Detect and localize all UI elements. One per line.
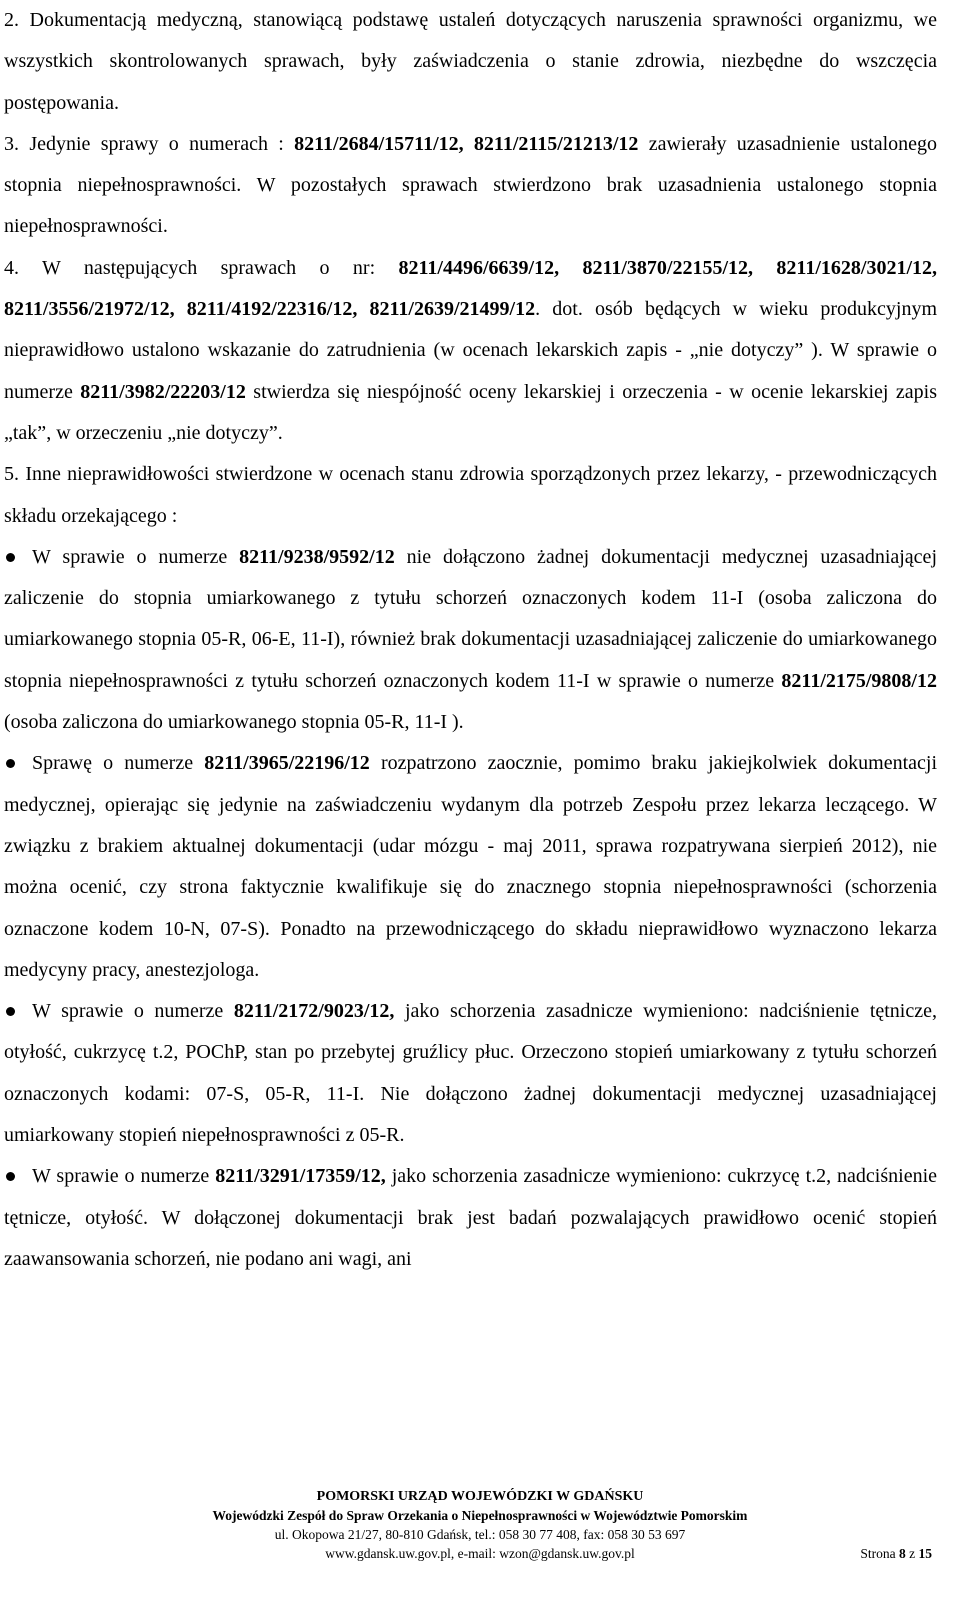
list-item [4, 537, 937, 743]
footer-office-name: POMORSKI URZĄD WOJEWÓDZKI W GDAŃSKU [316, 1489, 644, 1504]
paragraph-4-text-cont: . dot. osób będących w wieku produkcyjnym nieprawidłowo ustalono wskazanie do zatrudnienia (w ocenach lekarskich zapis - „nie dotyczy” ). W sprawie o numerze [4, 298, 937, 403]
list-item [4, 991, 937, 1156]
footer-address: ul. Okopowa 21/27, 80-810 Gdańsk, tel.: 058 30 77 408, fax: 058 30 53 697 [274, 1527, 686, 1542]
page-sep: z [909, 1546, 916, 1561]
paragraph-3 [4, 124, 937, 248]
paragraph-4-text: 4. W następujących sprawach o nr: [4, 256, 399, 279]
case-number: 8211/2172/9023/12, [233, 1000, 395, 1023]
case-number: 8211/2175/9808/12 [781, 669, 937, 692]
page-footer [0, 1487, 960, 1563]
page-total: 15 [918, 1546, 932, 1561]
page-current: 8 [899, 1546, 906, 1561]
case-number: 8211/3965/22196/12 [204, 752, 370, 775]
paragraph-2: 2. Dokumentacją medyczną, stanowiącą podstawę ustaleń dotyczących naruszenia sprawności organizmu, we wszystkich skontrolowanych sprawach, były zaświadczenia o stanie zdrowia, niezbędne do wszczęcia postępowania. [4, 9, 937, 114]
list-item-text: nie dołączono żadnej dokumentacji medycznej uzasadniającej zaliczenie do stopnia umiarkowanego z tytułu schorzeń oznaczonych kodem 11-I (osoba zaliczona do umiarkowanego stopnia 05-R, 06-E, 11-I), również brak dokumentacji uzasadniającej zaliczenie do umiarkowanego stopnia niepełnosprawności z tytułu schorzeń oznaczonych kodem 11-I w sprawie o numerze [4, 545, 937, 692]
list-item-text: Sprawę o numerze [32, 752, 205, 775]
bullet-icon [6, 759, 15, 768]
case-number: 8211/3291/17359/12, [215, 1165, 386, 1188]
paragraph-3-text-cont: zawierały uzasadnienie ustalonego stopnia niepełnosprawności. W pozostałych sprawach stwierdzono brak uzasadnienia ustalonego stopnia niepełnosprawności. [4, 132, 938, 238]
findings-list [4, 537, 937, 1280]
page-number [860, 1544, 932, 1563]
footer-contact [0, 1544, 960, 1563]
paragraph-5: 5. Inne nieprawidłowości stwierdzone w ocenach stanu zdrowia sporządzonych przez lekarzy, - przewodniczących składu orzekającego : [4, 463, 937, 527]
list-item [4, 1156, 937, 1280]
list-item-text: rozpatrzono zaocznie, pomimo braku jakiejkolwiek dokumentacji medycznej, opierając się jedynie na zaświadczeniu wydanym dla potrzeb Zespołu przez lekarza leczącego. W związku z brakiem aktualnej dokumentacji (udar mózgu - maj 2011, sprawa rozpatrywana sierpień 2012), nie można ocenić, czy strona faktycznie kwalifikuje się do znacznego stopnia niepełnosprawności (schorzenia oznaczone kodem 10-N, 07-S). Ponadto na przewodniczącego do składu nieprawidłowo wyznaczono lekarza medycyny pracy, anestezjologa. [4, 752, 937, 981]
footer-web-email: www.gdansk.uw.gov.pl, e-mail: wzon@gdansk.uw.gov.pl [325, 1546, 635, 1561]
list-item-text: (osoba zaliczona do umiarkowanego stopnia 05-R, 11-I ). [4, 711, 464, 734]
list-item-text: W sprawie o numerze [32, 1165, 216, 1188]
paragraph-3-text: 3. Jedynie sprawy o numerach : [4, 132, 295, 155]
list-item-text: jako schorzenia zasadnicze wymieniono: cukrzycę t.2, nadciśnienie tętnicze, otyłość. W dołączonej dokumentacji brak jest badań pozwalających prawidłowo ocenić stopień zaawansowania schorzeń, nie podano ani wagi, ani [4, 1165, 938, 1270]
case-numbers: 8211/2684/15711/12, 8211/2115/21213/12 [294, 132, 639, 155]
footer-unit-name: Wojewódzki Zespół do Spraw Orzekania o Niepełnosprawności w Województwie Pomorskim [212, 1508, 748, 1523]
list-item-text: jako schorzenia zasadnicze wymieniono: nadciśnienie tętnicze, otyłość, cukrzycę t.2, POChP, stan po przebytej gruźlicy płuc. Orzeczono stopień umiarkowany z tytułu schorzeń oznaczonych kodami: 07-S, 05-R, 11-I. Nie dołączono żadnej dokumentacji medycznej uzasadniającej umiarkowany stopień niepełnosprawności z 05-R. [4, 1000, 937, 1147]
bullet-icon [6, 1007, 15, 1016]
list-item-text: W sprawie o numerze [32, 1000, 234, 1023]
bullet-icon [6, 553, 15, 562]
paragraph-4 [4, 248, 937, 454]
case-number: 8211/9238/9592/12 [239, 545, 395, 568]
paragraph-4-text-end: stwierdza się niespójność oceny lekarskiej i orzeczenia - w ocenie lekarskiej zapis „tak”, w orzeczeniu „nie dotyczy”. [4, 380, 937, 444]
case-numbers: 8211/4496/6639/12, 8211/3870/22155/12, 8211/1628/3021/12, 8211/3556/21972/12, 8211/4192/22316/12, 8211/2639/21499/12 [4, 256, 937, 321]
document-body [4, 0, 937, 1280]
list-item-text: W sprawie o numerze [32, 545, 240, 568]
bullet-icon [6, 1172, 15, 1181]
list-item [4, 743, 937, 991]
case-number: 8211/3982/22203/12 [80, 380, 246, 403]
page-label: Strona [860, 1546, 896, 1561]
